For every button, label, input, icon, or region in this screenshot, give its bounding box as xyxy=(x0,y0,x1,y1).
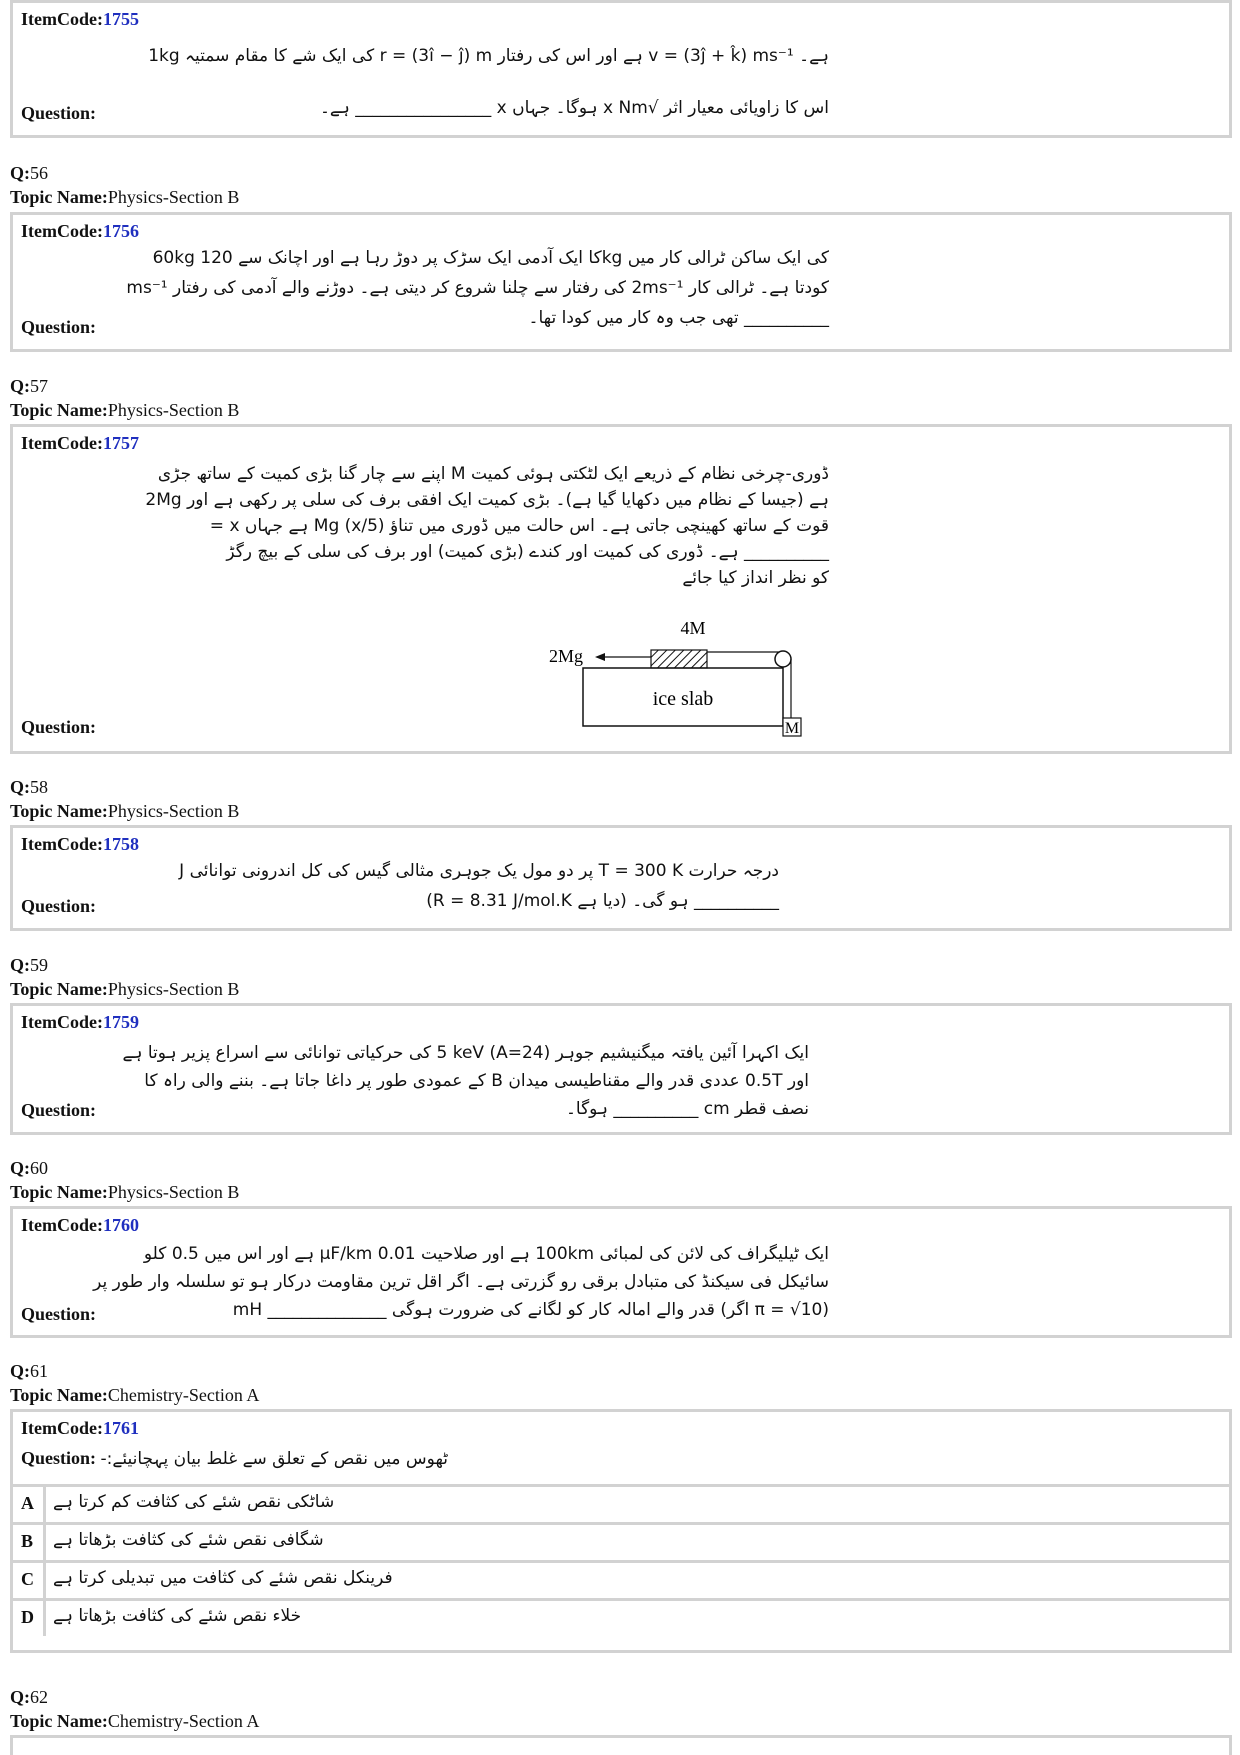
force-arrow-head xyxy=(595,653,605,661)
question-line: اس کا زاویائی معیار اثر √x Nm ہوگا۔ جہاں x ________________ ہے۔ xyxy=(319,98,829,118)
question-box-1759 xyxy=(10,1003,1232,1135)
block-4m xyxy=(651,650,707,668)
question-line: نصف قطر cm __________ ہوگا۔ xyxy=(565,1099,809,1119)
force-label: 2Mg xyxy=(549,646,584,666)
option-text: شاٹکی نقص شئے کی کثافت کم کرتا ہے xyxy=(53,1492,335,1512)
question-line: کودتا ہے۔ ٹرالی کار 2ms⁻¹ کی رفتار سے چلنا شروع کر دیتی ہے۔ دوڑنے والے آدمی کی رفتار ms⁻¹ xyxy=(126,278,829,298)
question-number: Q:58 xyxy=(10,777,48,797)
item-code: ItemCode:1760 xyxy=(21,1215,139,1235)
option-letter: B xyxy=(21,1531,34,1551)
item-code: ItemCode:1759 xyxy=(21,1012,139,1032)
item-code: ItemCode:1755 xyxy=(21,9,139,29)
option-letter: A xyxy=(21,1493,34,1513)
question-line: 60kg کا ایک آدمی ایک سڑک پر دوڑ رہا ہے اور اچانک سے 120kg کی ایک ساکن ٹرالی کار میں xyxy=(152,248,829,268)
option-text: فرینکل نقص شئے کی کثافت میں تبدیلی کرتا ہے xyxy=(53,1568,393,1588)
topic-name: Topic Name:Chemistry-Section A xyxy=(10,1711,260,1731)
item-code: ItemCode:1761 xyxy=(21,1418,139,1438)
question-line: ہے (جیسا کے نظام میں دکھایا گیا ہے)۔ بڑی کمیت ایک افقی برف کی سلی پر رکھی ہے اور 2Mg xyxy=(145,490,829,510)
question-text: ٹھوس میں نقص کے تعلق سے غلط بیان پہچانیئے:- xyxy=(100,1449,449,1469)
block-mass-label: 4M xyxy=(680,618,706,638)
question-line: قوت کے ساتھ کھینچی جاتی ہے۔ اس حالت میں ڈوری میں تناؤ (x/5) Mg ہے جہاں x = xyxy=(209,516,829,536)
ice-slab-label: ice slab xyxy=(652,688,714,710)
question-box-next xyxy=(10,1735,1232,1755)
question-line: __________ ہو گی۔ (دیا ہے R = 8.31 J/mol.K) xyxy=(426,891,779,911)
question-label: Question: xyxy=(21,1100,97,1120)
question-number: Q:62 xyxy=(10,1687,48,1707)
question-number: Q:60 xyxy=(10,1158,48,1178)
option-b[interactable] xyxy=(13,1522,1229,1560)
option-text: شگافی نقص شئے کی کثافت بڑھاتا ہے xyxy=(53,1530,324,1550)
topic-name: Topic Name:Chemistry-Section A xyxy=(10,1385,260,1405)
question-line: کو نظر انداز کیا جائے xyxy=(682,568,829,588)
question-box-1757 xyxy=(10,424,1232,754)
topic-name: Topic Name:Physics-Section B xyxy=(10,1182,240,1202)
option-d[interactable] xyxy=(13,1598,1229,1636)
question-box-1756 xyxy=(10,212,1232,352)
question-line: اور 0.5T عددی قدر والے مقناطیسی میدان B کے عمودی طور پر داغا جاتا ہے۔ بننے والی راہ کا xyxy=(144,1071,809,1091)
pulley xyxy=(775,651,791,667)
question-label: Question: xyxy=(21,103,97,123)
question-line: سائیکل فی سیکنڈ کی متبادل برقی رو گزرتی ہے۔ اگر اقل ترین مقاومت درکار ہو تو سلسلہ وار طور پر xyxy=(93,1272,829,1292)
question-number: Q:57 xyxy=(10,376,48,396)
item-code: ItemCode:1756 xyxy=(21,221,139,241)
question-box-1760 xyxy=(10,1206,1232,1338)
question-box-1755 xyxy=(10,0,1232,138)
question-line: __________ تھی جب وہ کار میں کودا تھا۔ xyxy=(528,308,829,328)
question-line: 1kg کی ایک شے کا مقام سمتیہ r = (3î − ĵ) m ہے اور اس کی رفتار v = (3ĵ + k̂) ms⁻¹ ہے۔ xyxy=(148,46,829,66)
question-label: Question: xyxy=(21,717,97,737)
topic-name: Topic Name:Physics-Section B xyxy=(10,400,240,420)
topic-name: Topic Name:Physics-Section B xyxy=(10,979,240,999)
pulley-diagram xyxy=(543,612,843,742)
item-code: ItemCode:1758 xyxy=(21,834,139,854)
question-label: Question: xyxy=(21,1304,97,1324)
option-a[interactable] xyxy=(13,1484,1229,1522)
option-letter: D xyxy=(21,1607,34,1627)
item-code: ItemCode:1757 xyxy=(21,433,139,453)
question-label: Question: xyxy=(21,896,97,916)
question-line: mH ______________ قدر والے امالہ کار کو لگانے کی ضرورت ہوگی (اگر π = √10) xyxy=(232,1300,829,1320)
question-line: ایک اکہرا آئین یافتہ میگنیشیم جوہر (A=24) 5 keV کی حرکیاتی توانائی سے اسراع پزیر ہوتا ہے xyxy=(122,1043,809,1063)
question-box-1758 xyxy=(10,825,1232,931)
option-c[interactable] xyxy=(13,1560,1229,1598)
question-label: Question: ٹھوس میں نقص کے تعلق سے غلط بیان پہچانیئے:- xyxy=(21,1448,449,1469)
hanging-mass-label: M xyxy=(784,720,800,737)
question-line: ڈوری-چرخی نظام کے ذریعے ایک لٹکتی ہوئی کمیت M اپنے سے چار گنا بڑی کمیت کے ساتھ جڑی xyxy=(157,464,829,484)
question-number: Q:61 xyxy=(10,1361,48,1381)
question-label: Question: xyxy=(21,317,97,337)
option-text: خلاء نقص شئے کی کثافت بڑھاتا ہے xyxy=(53,1606,302,1626)
question-line: ایک ٹیلیگراف کی لائن کی لمبائی 100km ہے اور صلاحیت 0.01 µF/km ہے اور اس میں 0.5 کلو xyxy=(143,1244,829,1264)
question-line: __________ ہے۔ ڈوری کی کمیت اور کندے (بڑی کمیت) اور برف کی سلی کے بیچ رگڑ xyxy=(226,542,829,562)
question-line: درجہ حرارت T = 300 K پر دو مول یک جوہری مثالی گیس کی کل اندرونی توانائی J xyxy=(179,861,779,881)
option-letter: C xyxy=(21,1569,34,1589)
question-box-1761 xyxy=(10,1409,1232,1653)
question-number: Q:59 xyxy=(10,955,48,975)
question-number: Q:56 xyxy=(10,163,48,183)
topic-name: Topic Name:Physics-Section B xyxy=(10,801,240,821)
topic-name: Topic Name:Physics-Section B xyxy=(10,187,240,207)
